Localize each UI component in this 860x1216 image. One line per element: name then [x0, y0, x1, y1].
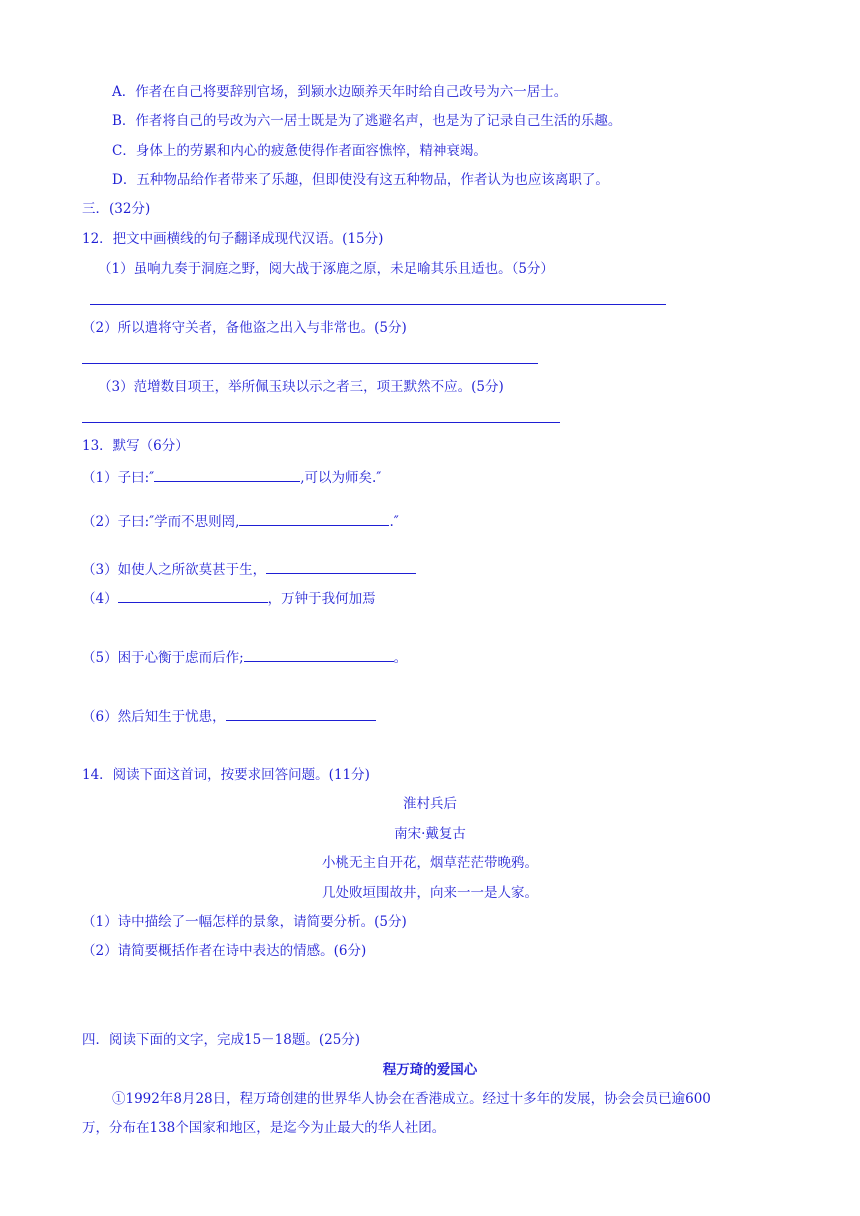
- question-14-sub-1: （1）诗中描绘了一幅怎样的景象，请简要分析。(5分): [82, 914, 407, 930]
- question-14-title: 14．阅读下面这首词，按要求回答问题。(11分): [82, 767, 370, 783]
- recitation-3-prefix: （3）如使人之所欲莫甚于生，: [82, 562, 267, 578]
- recitation-item-5: [82, 647, 407, 668]
- poem-author: 南宋·戴复古: [394, 826, 466, 842]
- fill-blank-5[interactable]: [244, 647, 394, 662]
- answer-line-12-3[interactable]: [82, 422, 560, 423]
- option-b: B．作者将自己的号改为六一居士既是为了逃避名声，也是为了记录自己生活的乐趣。: [112, 113, 622, 129]
- recitation-4-suffix: ，万钟于我何加焉: [267, 591, 376, 607]
- article-paragraph-1-line-1: ①1992年8月28日，程万琦创建的世界华人协会在香港成立。经过十多年的发展，协会会员已逾600: [112, 1091, 711, 1107]
- recitation-2-suffix: .″: [389, 514, 399, 530]
- article-title: 程万琦的爱国心: [382, 1062, 478, 1078]
- poem-line-1: 小桃无主自开花，烟草茫茫带晚鸦。: [322, 855, 538, 871]
- option-c: C．身体上的劳累和内心的疲惫使得作者面容憔悴，精神衰竭。: [112, 143, 487, 159]
- fill-blank-4[interactable]: [118, 588, 268, 603]
- recitation-item-4: [82, 588, 376, 609]
- fill-blank-2[interactable]: [239, 511, 389, 526]
- option-d: D．五种物品给作者带来了乐趣，但即使没有这五种物品，作者认为也应该离职了。: [112, 172, 609, 188]
- fill-blank-1[interactable]: [154, 467, 300, 482]
- recitation-1-suffix: ,可以为师矣.″: [300, 470, 382, 486]
- article-paragraph-1-line-2: 万，分布在138个国家和地区，是迄今为止最大的华人社团。: [82, 1120, 446, 1136]
- option-a: A．作者在自己将要辞别官场，到颍水边颐养天年时给自己改号为六一居士。: [112, 84, 568, 100]
- recitation-4-prefix: （4）: [82, 591, 118, 607]
- answer-line-12-2[interactable]: [82, 363, 538, 364]
- recitation-6-prefix: （6）然后知生于忧患，: [82, 709, 226, 725]
- recitation-item-1: [82, 467, 381, 488]
- poem-line-2: 几处败垣围故井，向来一一是人家。: [322, 885, 538, 901]
- question-12-item-3: （3）范增数目项王，举所佩玉玦以示之者三，项王默然不应。(5分): [98, 379, 504, 395]
- fill-blank-6[interactable]: [226, 706, 376, 721]
- recitation-2-prefix: （2）子曰:″学而不思则罔,: [82, 514, 240, 530]
- section-4-header: 四．阅读下面的文字，完成15－18题。(25分): [82, 1032, 361, 1048]
- recitation-item-2: [82, 511, 399, 532]
- recitation-5-prefix: （5）困于心衡于虑而后作;: [82, 650, 244, 666]
- question-12-item-2: （2）所以遣将守关者，备他盗之出入与非常也。(5分): [82, 320, 407, 336]
- recitation-1-prefix: （1）子曰:″: [82, 470, 155, 486]
- question-13-title: 13．默写（6分）: [82, 438, 189, 454]
- question-12-title: 12．把文中画横线的句子翻译成现代汉语。(15分): [82, 231, 384, 247]
- recitation-item-3: [82, 559, 416, 580]
- fill-blank-3[interactable]: [266, 559, 416, 574]
- recitation-item-6: [82, 706, 376, 727]
- poem-title: 淮村兵后: [403, 796, 457, 812]
- answer-line-12-1[interactable]: [90, 304, 666, 305]
- question-14-sub-2: （2）请简要概括作者在诗中表达的情感。(6分): [82, 943, 367, 959]
- question-12-item-1: （1）虽响九奏于洞庭之野，阅大战于涿鹿之原，未足喻其乐且适也。（5分）: [98, 261, 554, 277]
- section-3-header: 三．(32分): [82, 201, 151, 217]
- recitation-5-suffix: 。: [393, 650, 408, 666]
